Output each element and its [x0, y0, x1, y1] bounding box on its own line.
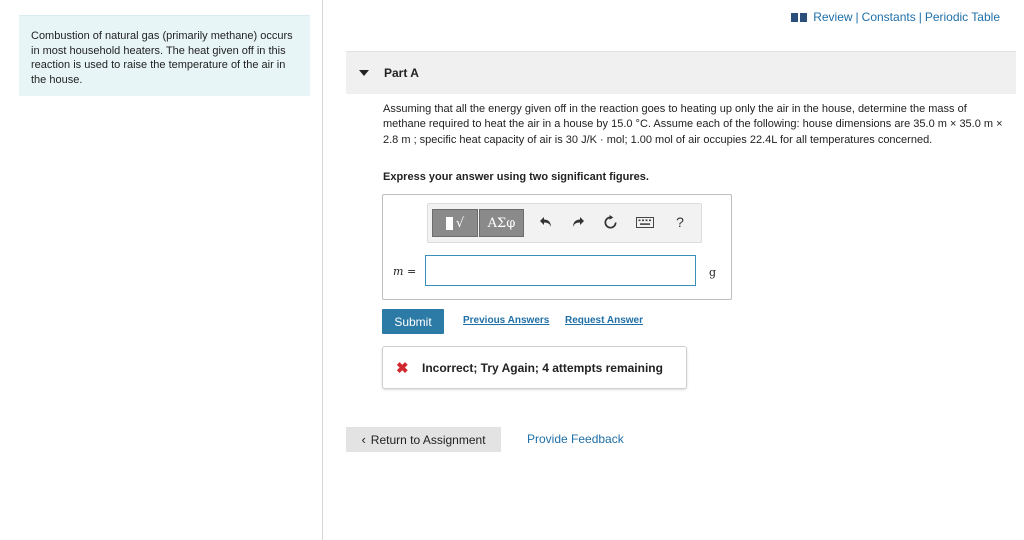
template-block-icon — [446, 217, 453, 230]
undo-icon[interactable] — [535, 211, 557, 233]
top-links — [791, 10, 1000, 24]
submit-button[interactable]: Submit — [382, 309, 444, 334]
chevron-left-icon: ‹ — [361, 432, 366, 447]
feedback-message: Incorrect; Try Again; 4 attempts remaining — [422, 361, 663, 375]
help-icon[interactable]: ? — [676, 214, 684, 230]
radical-icon: √ — [455, 215, 465, 231]
provide-feedback-link[interactable]: Provide Feedback — [527, 432, 624, 446]
part-a-header[interactable] — [346, 51, 1016, 94]
math-toolbar — [427, 203, 702, 243]
request-answer-link[interactable]: Request Answer — [565, 315, 643, 326]
reset-icon[interactable] — [599, 211, 621, 233]
answer-box — [382, 194, 732, 300]
answer-input[interactable] — [425, 255, 696, 286]
variable-symbol: m — [393, 265, 404, 278]
redo-icon[interactable] — [567, 211, 589, 233]
answer-variable-label — [393, 265, 416, 278]
templates-button[interactable] — [432, 209, 478, 237]
link-separator: | — [918, 10, 922, 24]
intro-text: Combustion of natural gas (primarily methane) occurs in most household heaters. The heat given off in this reaction is used to raise the temperature of the air in the house. — [31, 30, 293, 86]
feedback-box — [382, 346, 687, 389]
periodic-table-link[interactable]: Periodic Table — [924, 10, 1000, 24]
constants-link[interactable]: Constants — [861, 10, 916, 24]
previous-answers-link[interactable]: Previous Answers — [463, 315, 550, 326]
error-x-icon: ✖ — [396, 360, 409, 377]
review-link[interactable]: Review — [813, 10, 853, 24]
return-label: Return to Assignment — [370, 432, 486, 447]
link-separator: | — [855, 10, 859, 24]
keyboard-icon[interactable] — [634, 211, 656, 233]
book-icon — [791, 13, 807, 22]
column-divider — [322, 0, 323, 540]
equals-sign: = — [406, 265, 417, 278]
answer-instruction: Express your answer using two significant figures. — [383, 171, 649, 183]
collapse-triangle-icon[interactable] — [359, 70, 369, 76]
question-text: Assuming that all the energy given off in the reaction goes to heating up only the air in the house, determine the mass of methane required to heat the air in a house by 15.0 °C. Assume each of the following: house dimensions are 35.0 m × 35.0 m × 2.8 m ; specific heat capacity of air is 30 J/K · mol; 1.00 mol of air occupies 22.4L for all temperatures concerned. — [383, 103, 1003, 146]
problem-intro — [19, 15, 310, 96]
symbols-button[interactable]: ΑΣφ — [479, 209, 524, 237]
answer-unit: g — [709, 266, 717, 279]
return-to-assignment-button[interactable] — [346, 427, 501, 452]
part-title: Part A — [384, 66, 419, 80]
